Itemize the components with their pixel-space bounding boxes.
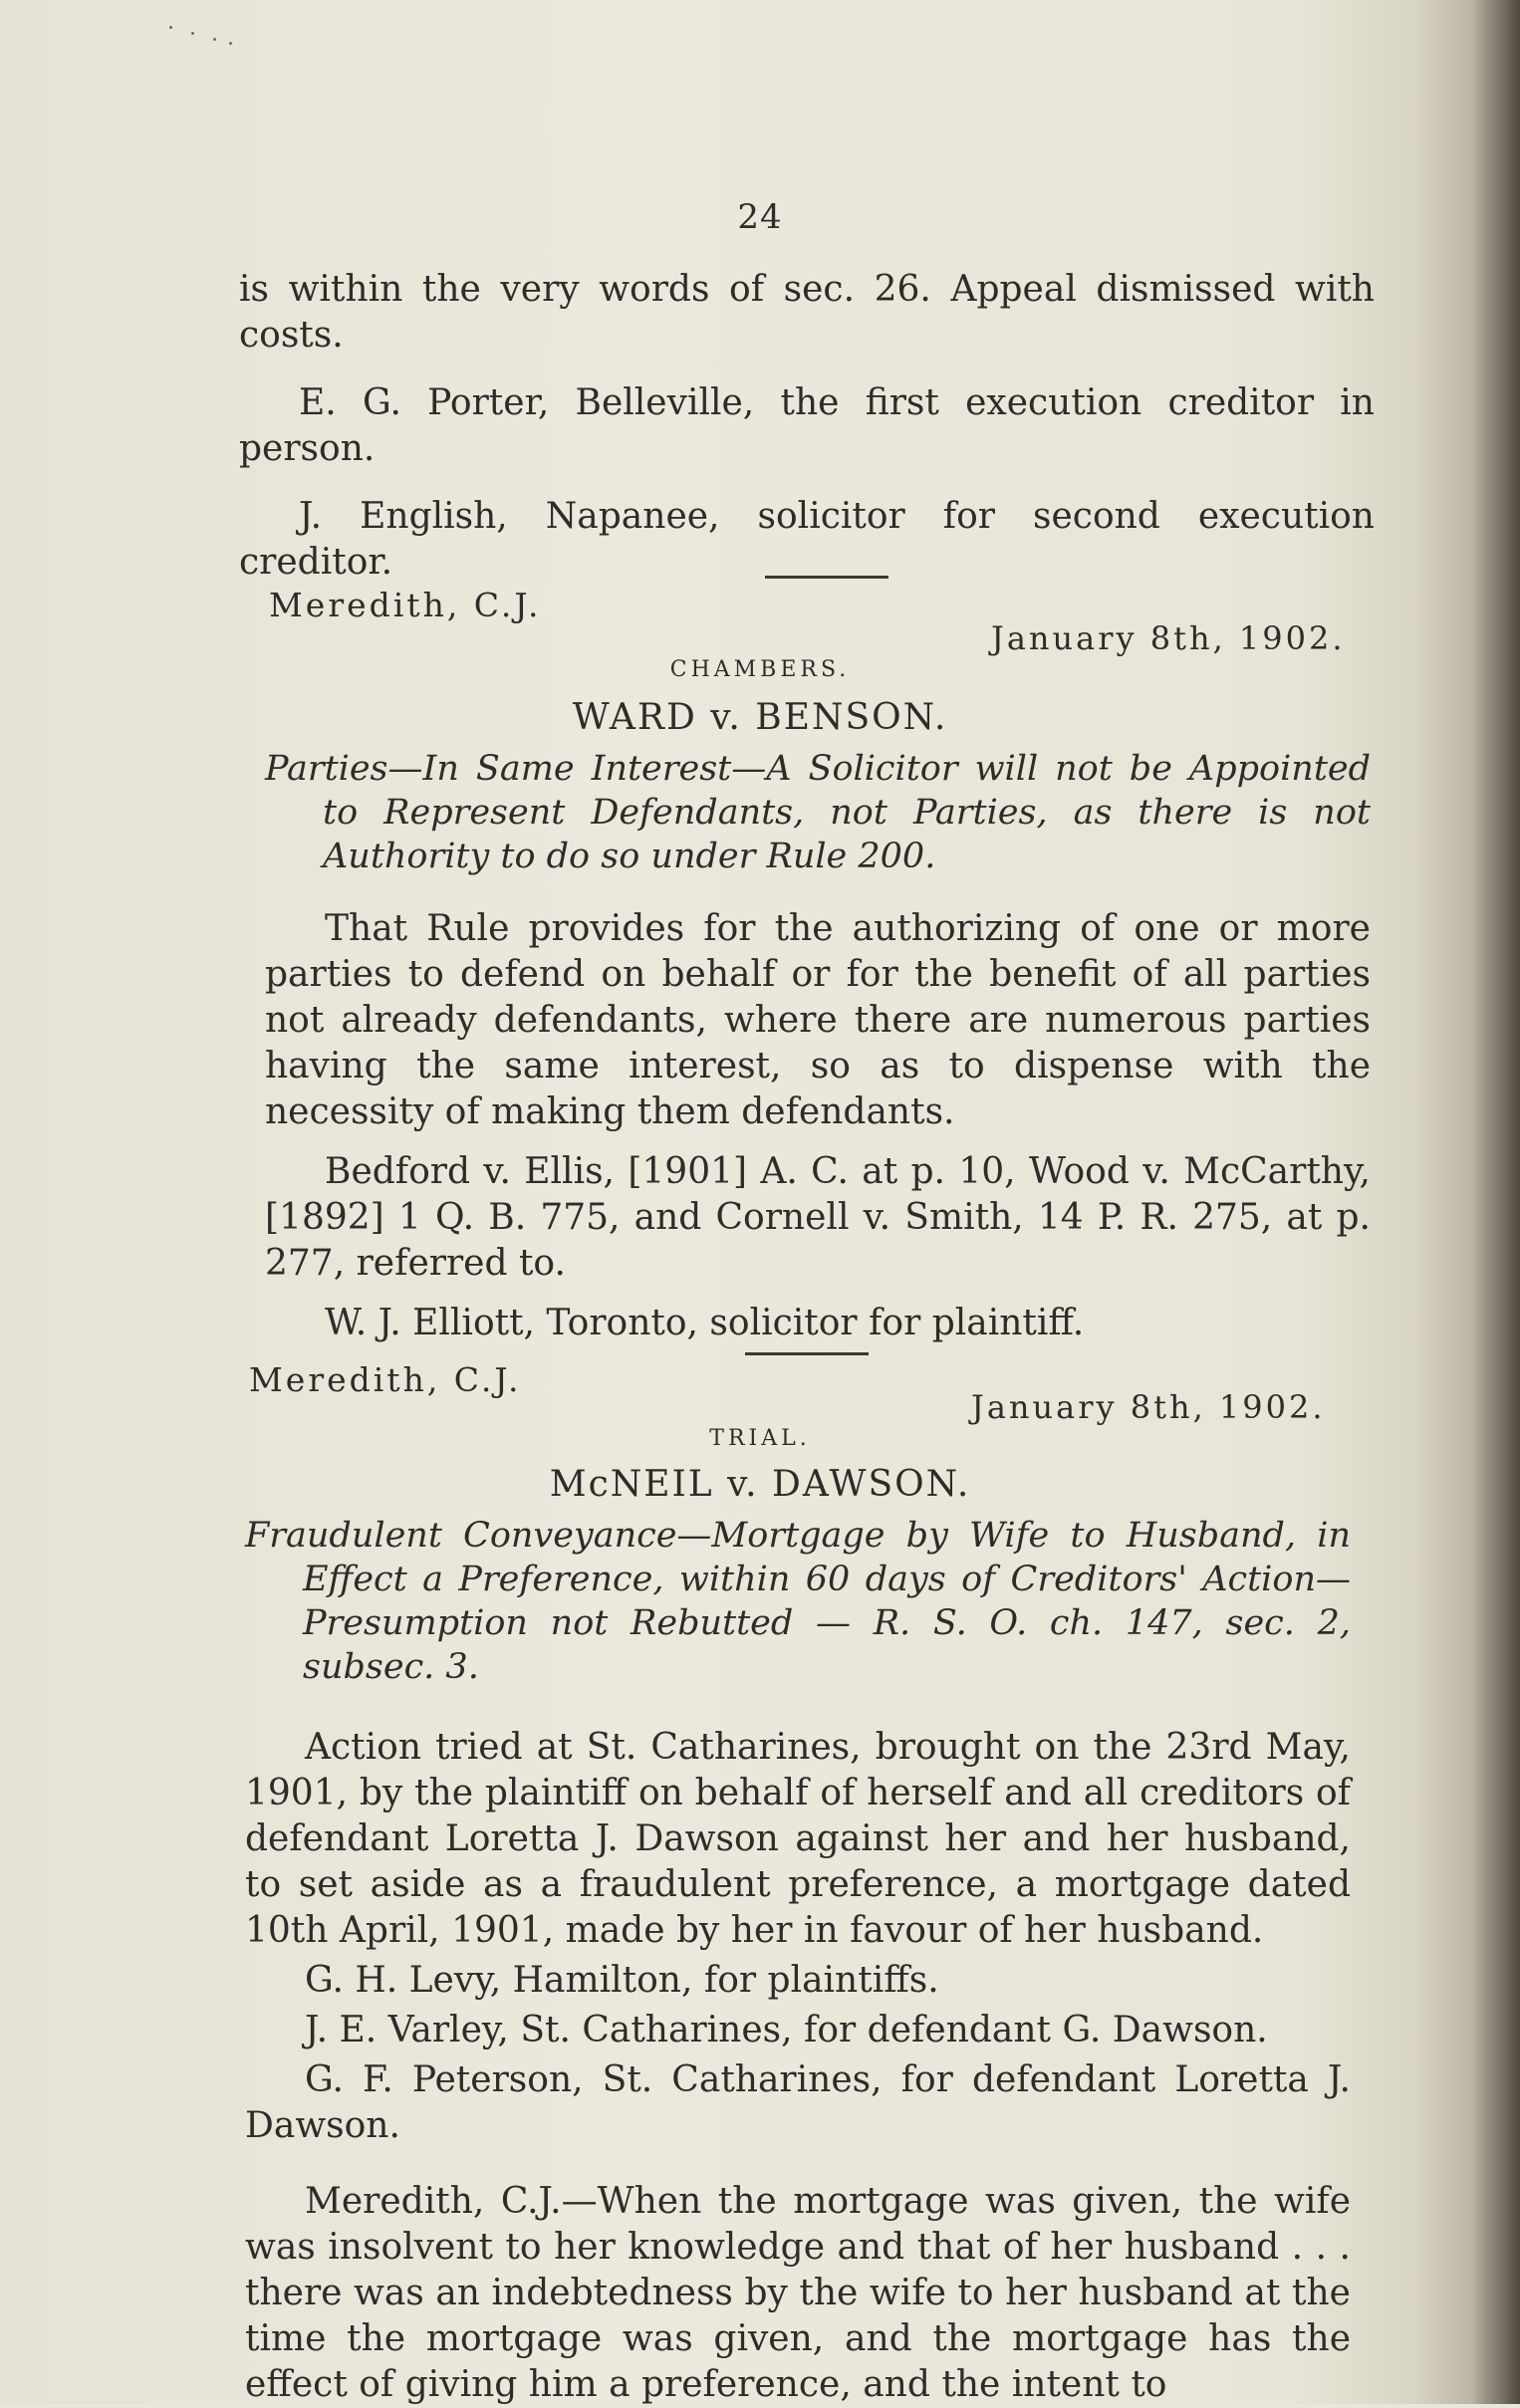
judge-name: Meredith, C.J.: [249, 1360, 522, 1399]
paragraph: Action tried at St. Catharines, brought on the 23rd May, 1901, by the plaintiff on behalf of herself and all creditors of defendant Loretta J. Dawson against her and her husband, to set aside as a fraudulent preference, a mortgage dated 10th April, 1901, made by her in favour of her husband.: [245, 1727, 1351, 1951]
paragraph: Meredith, C.J.—When the mortgage was given, the wife was insolvent to her knowledge and that of her husband . . . there was an indebtedness by the wife to her husband at the time the mortgage was given, and the mortgage has the effect of giving him a preference, and the intent to: [245, 2181, 1351, 2405]
paragraph: Bedford v. Ellis, [1901] A. C. at p. 10, Wood v. McCarthy, [1892] 1 Q. B. 775, and Cornell v. Smith, 14 P. R. 275, at p. 277, referred to.: [265, 1151, 1371, 1284]
case1-body: [265, 747, 1371, 1346]
headnote: Fraudulent Conveyance—Mortgage by Wife to Husband, in Effect a Preference, within 60 days of Creditors' Action—Presumption not Rebutted — R. S. O. ch. 147, sec. 2, subsec. 3.: [245, 1516, 1351, 1687]
headnote: Parties—In Same Interest—A Solicitor will not be Appointed to Represent Defendants, not Parties, as there is not Authority to do so under Rule 200.: [265, 749, 1371, 876]
page-number: 24: [737, 197, 783, 237]
page-binding-shadow: [1472, 0, 1520, 2404]
continued-text: [239, 267, 1375, 586]
decision-date: January 8th, 1902.: [991, 619, 1346, 657]
judge-name: Meredith, C.J.: [269, 586, 542, 624]
case2-body: [245, 1514, 1351, 2408]
paragraph: J. E. Varley, St. Catharines, for defendant G. Dawson.: [305, 2010, 1268, 2050]
section-divider: [765, 576, 888, 579]
section-divider: [745, 1352, 869, 1355]
case-title: McNEIL v. DAWSON.: [549, 1464, 971, 1505]
paragraph: J. English, Napanee, solicitor for second execution creditor.: [239, 496, 1375, 583]
paragraph: G. F. Peterson, St. Catharines, for defendant Loretta J. Dawson.: [245, 2059, 1351, 2146]
case-title: WARD v. BENSON.: [572, 697, 948, 738]
paragraph: E. G. Porter, Belleville, the first execution creditor in person.: [239, 382, 1375, 469]
paragraph: W. J. Elliott, Toronto, solicitor for plaintiff.: [325, 1303, 1085, 1343]
paper-specks: [169, 18, 249, 48]
decision-date: January 8th, 1902.: [971, 1388, 1326, 1426]
paragraph: That Rule provides for the authorizing of one or more parties to defend on behalf or for the benefit of all parties not already defendants, where there are numerous parties having the same interest, so as to dispense with the necessity of making them defendants.: [265, 908, 1371, 1132]
paragraph: G. H. Levy, Hamilton, for plaintiffs.: [305, 1960, 939, 2001]
paragraph: is within the very words of sec. 26. Appeal dismissed with costs.: [239, 269, 1375, 356]
court-section: CHAMBERS.: [669, 657, 851, 682]
court-section: TRIAL.: [709, 1426, 811, 1451]
